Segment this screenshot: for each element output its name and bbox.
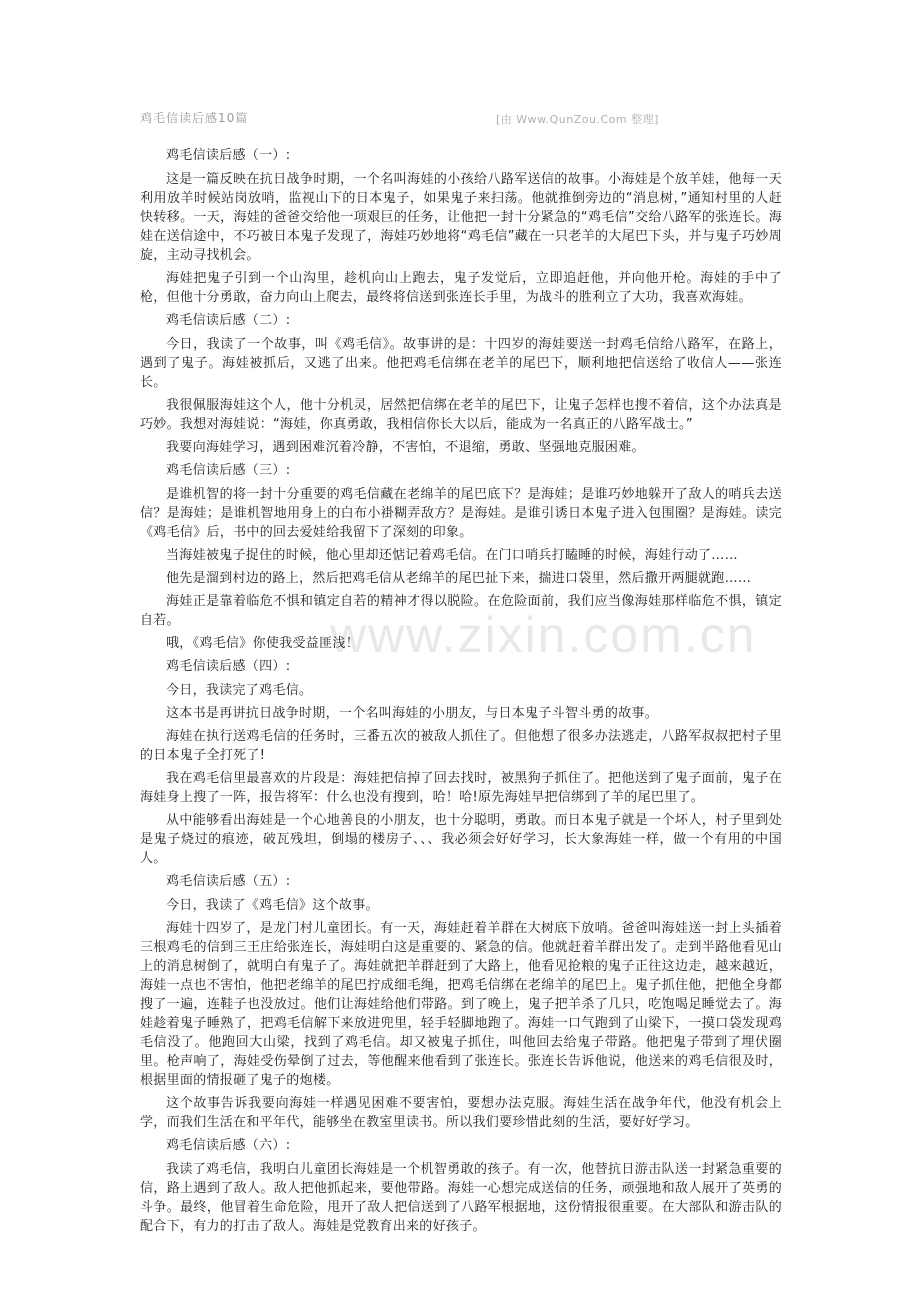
paragraph: 我要向海娃学习，遇到困难沉着冷静，不害怕，不退缩，勇敢、坚强地克服困难。 [166, 440, 645, 455]
paragraph: 这个故事告诉我要向海娃一样遇见困难不要害怕，要想办法克服。海娃生活在战争年代，他没有机会上学，而我们生活在和平年代，能够坐在教室里读书。所以我们要珍惜此刻的生活，要好好学习。 [140, 1096, 782, 1130]
document-header [140, 104, 660, 126]
paragraph: 他先是溜到村边的路上，然后把鸡毛信从老绵羊的尾巴扯下来，揣进口袋里，然后撒开两腿就跑…… [166, 571, 752, 586]
section-heading: 鸡毛信读后感（二）: [166, 313, 291, 328]
section-heading: 鸡毛信读后感（三）: [166, 463, 291, 478]
document-title: 鸡毛信读后感10篇 [140, 111, 249, 125]
paragraph: 我读了鸡毛信，我明白儿童团长海娃是一个机智勇敢的孩子。有一次，他替抗日游击队送一封紧急重要的信，路上遇到了敌人。敌人把他抓起来，要他带路。海娃一心想完成送信的任务，顽强地和敌人展开了英勇的斗争。最终，他冒着生命危险，甩开了敌人把信送到了八路军根据地，这份情报很重要。在大部队和游击队的配合下，有力的打击了敌人。海娃是党教育出来的好孩子。 [140, 1162, 782, 1234]
paragraph: 今日，我读完了鸡毛信。 [166, 683, 313, 698]
watermark: www.zixin.com.cn [330, 607, 757, 663]
section-heading: 鸡毛信读后感（五）: [166, 874, 291, 889]
document-body [140, 146, 782, 1240]
paragraph: 我很佩服海娃这个人，他十分机灵，居然把信绑在老羊的尾巴下，让鬼子怎样也搜不着信，这个办法真是巧妙。我想对海娃说：“海娃，你真勇敢，我相信你长大以后，能成为一名真正的八路军战士。” [140, 398, 782, 432]
paragraph: 今日，我读了一个故事，叫《鸡毛信》。故事讲的是：十四岁的海娃要送一封鸡毛信给八路军，在路上，遇到了鬼子。海娃被抓后，又逃了出来。他把鸡毛信绑在老羊的尾巴下，顺利地把信送给了收信人——张连长。 [140, 337, 782, 390]
section-heading: 鸡毛信读后感（一）: [166, 148, 291, 163]
source-note: [由 Www.QunZou.Com 整理] [496, 113, 659, 126]
paragraph: 我在鸡毛信里最喜欢的片段是：海娃把信掉了回去找时，被黑狗子抓住了。把他送到了鬼子面前，鬼子在海娃身上搜了一阵，报告将军：什么也没有搜到，哈！哈!原先海娃早把信绑到了羊的尾巴里了。 [140, 771, 782, 805]
paragraph: 海娃把鬼子引到一个山沟里，趁机向山上跑去，鬼子发觉后，立即追赶他，并向他开枪。海娃的手中了枪，但他十分勇敢，奋力向山上爬去，最终将信送到张连长手里，为战斗的胜利立了大功，我喜欢海娃。 [140, 271, 782, 305]
paragraph: 今日，我读了《鸡毛信》这个故事。 [166, 898, 379, 913]
paragraph: 从中能够看出海娃是一个心地善良的小朋友，也十分聪明，勇敢。而日本鬼子就是一个坏人，村子里到处是鬼子烧过的痕迹，破瓦残坦，倒塌的楼房子、、、我必须会好好学习，长大象海娃一样，做一个有用的中国人。 [140, 813, 782, 866]
paragraph: 海娃十四岁了，是龙门村儿童团长。有一天，海娃赶着羊群在大树底下放哨。爸爸叫海娃送一封上头插着三根鸡毛的信到三王庄给张连长，海娃明白这是重要的、紧急的信。他就赶着羊群出发了。走到半路他看见山上的消息树倒了，就明白有鬼子了。海娃就把羊群赶到了大路上，他看见抢粮的鬼子正往这边走，越来越近，海娃一点也不害怕，他把老绵羊的尾巴拧成细毛绳，把鸡毛信绑在老绵羊的尾巴上。鬼子抓住他，把他全身都搜了一遍，连鞋子也没放过。他们让海娃给他们带路。到了晚上，鬼子把羊杀了几只，吃饱喝足睡觉去了。海娃趁着鬼子睡熟了，把鸡毛信解下来放进兜里，轻手轻脚地跑了。海娃一口气跑到了山梁下，一摸口袋发现鸡毛信没了。他跑回大山梁，找到了鸡毛信。却又被鬼子抓住，叫他回去给鬼子带路。他把鬼子带到了埋伏圈里。枪声响了，海娃受伤晕倒了过去，等他醒来他看到了张连长。张连长告诉他说，他送来的鸡毛信很及时，根据里面的情报砸了鬼子的炮楼。 [140, 921, 782, 1088]
paragraph: 海娃正是靠着临危不惧和镇定自若的精神才得以脱险。在危险面前，我们应当像海娃那样临危不惧，镇定自若。 [140, 594, 782, 628]
section-heading: 鸡毛信读后感（四）: [166, 659, 291, 674]
paragraph: 当海娃被鬼子捉住的时候，他心里却还惦记着鸡毛信。在门口哨兵打瞌睡的时候，海娃行动了…… [166, 548, 738, 563]
section-heading: 鸡毛信读后感（六）: [166, 1138, 291, 1153]
paragraph: 哦，《鸡毛信》你使我受益匪浅！ [166, 636, 360, 651]
paragraph: 海娃在执行送鸡毛信的任务时，三番五次的被敌人抓住了。但他想了很多办法逃走，八路军叔叔把村子里的日本鬼子全打死了! [140, 729, 782, 763]
paragraph: 这本书是再讲抗日战争时期，一个名叫海娃的小朋友，与日本鬼子斗智斗勇的故事。 [166, 706, 659, 721]
paragraph: 是谁机智的将一封十分重要的鸡毛信藏在老绵羊的尾巴底下？是海娃；是谁巧妙地躲开了敌人的哨兵去送信？是海娃；是谁机智地用身上的白布小褂糊弄敌方？是海娃。是谁引诱日本鬼子进入包围圈？是海娃。读完《鸡毛信》后，书中的回去爱娃给我留下了深刻的印象。 [140, 487, 782, 540]
paragraph: 这是一篇反映在抗日战争时期，一个名叫海娃的小孩给八路军送信的故事。小海娃是个放羊娃，他每一天利用放羊时候站岗放哨，监视山下的日本鬼子，如果鬼子来扫荡。他就推倒旁边的“消息树，”通知村里的人赶快转移。一天，海娃的爸爸交给他一项艰巨的任务，让他把一封十分紧急的“鸡毛信”交给八路军的张连长。海娃在送信途中，不巧被日本鬼子发现了，海娃巧妙地将“鸡毛信”藏在一只老羊的大尾巴下头，并与鬼子巧妙周旋，主动寻找机会。 [140, 172, 782, 263]
